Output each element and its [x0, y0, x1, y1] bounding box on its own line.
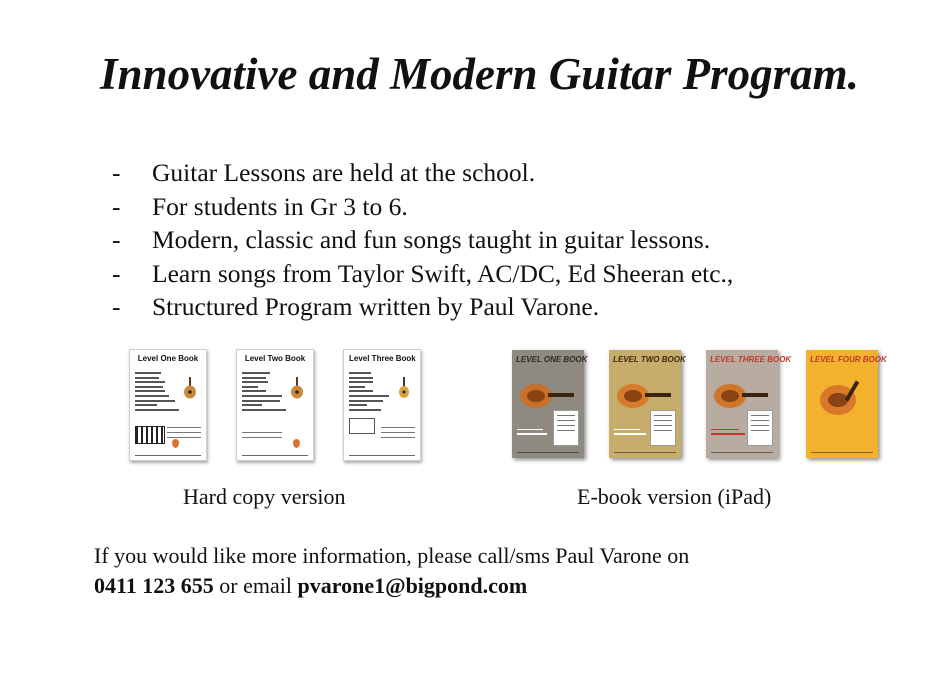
- guitar-pick-icon: [172, 439, 179, 448]
- book-footer-line: [349, 455, 415, 457]
- ebook-level-two: [609, 350, 686, 458]
- bullet-dash: -: [112, 258, 121, 288]
- book-footer-line: [811, 452, 873, 454]
- list-item: [112, 257, 733, 291]
- page-title: Innovative and Modern Guitar Program.: [100, 49, 859, 99]
- guitar-icon: [396, 377, 412, 399]
- guitar-icon: [289, 377, 305, 399]
- book-info-panel: [747, 410, 773, 446]
- book-form-lines: [381, 423, 415, 442]
- guitar-icon: [712, 380, 768, 410]
- book-title: LEVEL TWO BOOK: [613, 355, 686, 364]
- book-title: LEVEL THREE BOOK: [710, 355, 792, 364]
- contact-line: If you would like more information, please call/sms Paul Varone on: [94, 543, 690, 568]
- phone-number[interactable]: 0411 123 655: [94, 573, 214, 598]
- guitar-icon: [816, 374, 872, 418]
- list-item: [112, 156, 733, 190]
- ebook-caption: E-book version (iPad): [577, 484, 772, 509]
- book-info-panel: [650, 410, 676, 446]
- bullet-dash: -: [112, 225, 121, 254]
- list-item: [112, 223, 733, 257]
- book-subtitle: [349, 364, 415, 368]
- contact-info: [94, 541, 689, 601]
- book-title: LEVEL FOUR BOOK: [810, 355, 887, 364]
- guitar-icon: [518, 380, 574, 410]
- ebook-level-four: [806, 350, 887, 458]
- list-item: [112, 290, 733, 324]
- list-item-text: Learn songs from Taylor Swift, AC/DC, Ed Sheeran etc.,: [152, 258, 734, 288]
- book-footer-line: [242, 455, 308, 457]
- list-item-text: Modern, classic and fun songs taught in guitar lessons.: [152, 225, 711, 254]
- contact-connector: or email: [213, 573, 298, 598]
- list-item-text: For students in Gr 3 to 6.: [152, 191, 408, 221]
- book-form-lines: [242, 428, 282, 442]
- guitar-pick-icon: [293, 439, 300, 448]
- book-footer-line: [711, 452, 773, 454]
- book-caption-lines: [517, 426, 547, 438]
- bullet-dash: -: [112, 158, 121, 187]
- hard-copy-book-level-two: [236, 349, 314, 461]
- hard-copy-book-level-one: [129, 349, 207, 461]
- chord-chart-graphic: [135, 426, 165, 444]
- feature-list: [112, 156, 733, 324]
- guitar-icon: [615, 380, 671, 410]
- book-subtitle: [242, 364, 308, 368]
- book-caption-lines: [711, 426, 741, 438]
- hard-copy-book-level-three: [343, 349, 421, 461]
- ebook-level-three: [706, 350, 792, 458]
- list-item-text: Structured Program written by Paul Varone.: [152, 292, 600, 321]
- book-caption-lines: [614, 426, 644, 438]
- book-footer-line: [135, 455, 201, 457]
- book-footer-line: [614, 452, 676, 454]
- hard-copy-caption: Hard copy version: [183, 484, 346, 509]
- book-info-panel: [553, 410, 579, 446]
- book-subtitle: [135, 364, 201, 368]
- book-title: Level Two Book: [244, 354, 306, 363]
- book-title: LEVEL ONE BOOK: [516, 355, 588, 364]
- ebook-level-one: [512, 350, 588, 458]
- guitar-icon: [182, 377, 198, 399]
- book-title: Level Three Book: [349, 354, 416, 363]
- book-footer-line: [517, 452, 579, 454]
- email-address[interactable]: pvarone1@bigpond.com: [297, 573, 528, 598]
- list-item-text: Guitar Lessons are held at the school.: [152, 158, 536, 187]
- bullet-dash: -: [112, 191, 121, 221]
- book-title: Level One Book: [137, 354, 199, 363]
- list-item: [112, 190, 733, 224]
- song-box-graphic: [349, 418, 375, 434]
- bullet-dash: -: [112, 292, 121, 321]
